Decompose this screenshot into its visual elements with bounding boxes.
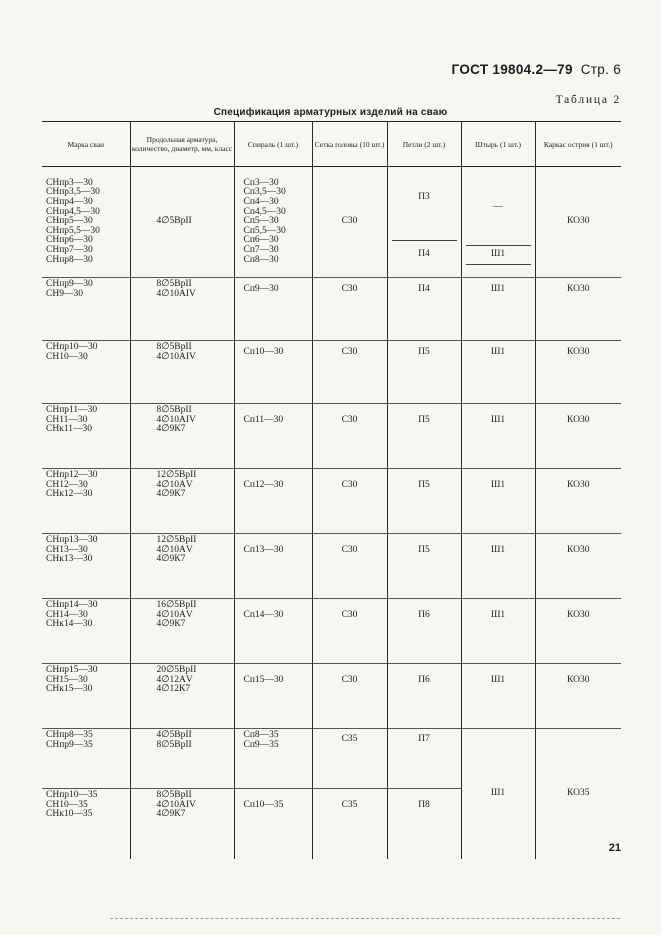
tip-cell: КО30 [535,664,621,729]
spiral-cell: Сп12—30 [234,469,312,534]
rebar-cell: 8∅5ВрII 4∅10АIV 4∅9К7 [130,404,234,469]
col-header-loops: Петли (2 шт.) [387,122,461,167]
mark-cell: СНпр15—30 СН15—30 СНк15—30 [42,664,130,729]
mesh-cell: С35 [312,789,387,859]
rebar-cell: 12∅5ВрII 4∅10АV 4∅9К7 [130,469,234,534]
specification-table [42,121,621,859]
mark-cell: СНпр8—35 СНпр9—35 [42,729,130,789]
spiral-cell: Сп8—35 Сп9—35 [234,729,312,789]
spiral-cell: Сп10—35 [234,789,312,859]
mark-cell: СНпр9—30 СН9—30 [42,278,130,341]
mesh-cell: С30 [312,278,387,341]
rebar-cell: 12∅5ВрII 4∅10АV 4∅9К7 [130,534,234,599]
mesh-cell: С35 [312,729,387,789]
rebar-cell: 16∅5ВрII 4∅10АV 4∅9К7 [130,599,234,664]
mesh-cell: С30 [312,664,387,729]
table-row [42,729,621,789]
rebar-cell: 4∅5ВрII 8∅5ВрII [130,729,234,789]
tip-cell: КО35 [535,729,621,859]
table-row [42,341,621,404]
table-row [42,599,621,664]
spiral-cell: Сп3—30 Сп3,5—30 Сп4—30 Сп4,5—30 Сп5—30 Сп5,5—30 Сп6—30 Сп7—30 Сп8—30 [234,167,312,278]
tip-cell: КО30 [535,278,621,341]
tip-cell: КО30 [535,167,621,278]
spiral-cell: Сп10—30 [234,341,312,404]
tip-cell: КО30 [535,599,621,664]
spiral-cell: Сп13—30 [234,534,312,599]
pin-cell: Ш1 [461,341,535,404]
table-title: Спецификация арматурных изделий на сваю [213,107,448,118]
rebar-cell: 8∅5ВрII 4∅10АIV [130,341,234,404]
loops-cell: П4 [387,278,461,341]
loops-cell: П5 [387,404,461,469]
rebar-cell: 4∅5ВрII [130,167,234,278]
mark-cell: СНпр13—30 СН13—30 СНк13—30 [42,534,130,599]
mesh-cell: С30 [312,469,387,534]
loops-cell: П7 [387,729,461,789]
pin-cell: Ш1 [461,534,535,599]
footer-divider [110,918,620,919]
pin-cell: Ш1 [461,469,535,534]
mark-cell: СНпр11—30 СН11—30 СНк11—30 [42,404,130,469]
table-label: Таблица 2 [555,94,621,106]
loops-cell: П6 [387,599,461,664]
col-header-tip: Каркас острия (1 шт.) [535,122,621,167]
table-row [42,167,621,278]
pin-cell: Ш1 [461,278,535,341]
spiral-cell: Сп15—30 [234,664,312,729]
col-header-pin: Штырь (1 шт.) [461,122,535,167]
spiral-cell: Сп14—30 [234,599,312,664]
col-header-mesh: Сетка головы (10 шт.) [312,122,387,167]
pin-cell: Ш1 [461,404,535,469]
table-row [42,664,621,729]
tip-cell: КО30 [535,404,621,469]
table-row [42,534,621,599]
loops-cell: П3 П4 [387,167,461,278]
loops-cell: П8 [387,789,461,859]
rebar-cell: 20∅5ВрII 4∅12АV 4∅12К7 [130,664,234,729]
header-row [42,122,621,167]
pin-cell: Ш1 [461,664,535,729]
mesh-cell: С30 [312,534,387,599]
mesh-cell: С30 [312,167,387,278]
loops-cell: П5 [387,469,461,534]
loops-cell: П6 [387,664,461,729]
rebar-cell: 8∅5ВрII 4∅10АIV 4∅9К7 [130,789,234,859]
table-row [42,278,621,341]
mesh-cell: С30 [312,599,387,664]
mark-cell: СНпр3—30 СНпр3,5—30 СНпр4—30 СНпр4,5—30 СНпр5—30 СНпр5,5—30 СНпр6—30 СНпр7—30 СНпр8—30 [42,167,130,278]
table-row [42,469,621,534]
tip-cell: КО30 [535,534,621,599]
page-header [452,62,621,77]
pin-cell: — Ш1 [461,167,535,278]
mark-cell: СНпр10—35 СН10—35 СНк10—35 [42,789,130,859]
mesh-cell: С30 [312,404,387,469]
page-number: 21 [608,842,621,854]
table-row [42,404,621,469]
pin-cell: Ш1 [461,599,535,664]
col-header-mark: Марка сваи [42,122,130,167]
loops-cell: П5 [387,534,461,599]
mark-cell: СНпр10—30 СН10—30 [42,341,130,404]
page-label: Стр. 6 [580,62,621,77]
spiral-cell: Сп9—30 [234,278,312,341]
mesh-cell: С30 [312,341,387,404]
pin-cell: Ш1 [461,729,535,859]
mark-cell: СНпр12—30 СН12—30 СНк12—30 [42,469,130,534]
col-header-rebar: Продольная арматура, количество, диаметр, мм, класс [130,122,234,167]
col-header-spiral: Спираль (1 шт.) [234,122,312,167]
standard-code: ГОСТ 19804.2—79 [451,62,573,77]
mark-cell: СНпр14—30 СН14—30 СНк14—30 [42,599,130,664]
tip-cell: КО30 [535,341,621,404]
loops-cell: П5 [387,341,461,404]
tip-cell: КО30 [535,469,621,534]
spiral-cell: Сп11—30 [234,404,312,469]
rebar-cell: 8∅5ВрII 4∅10АIV [130,278,234,341]
